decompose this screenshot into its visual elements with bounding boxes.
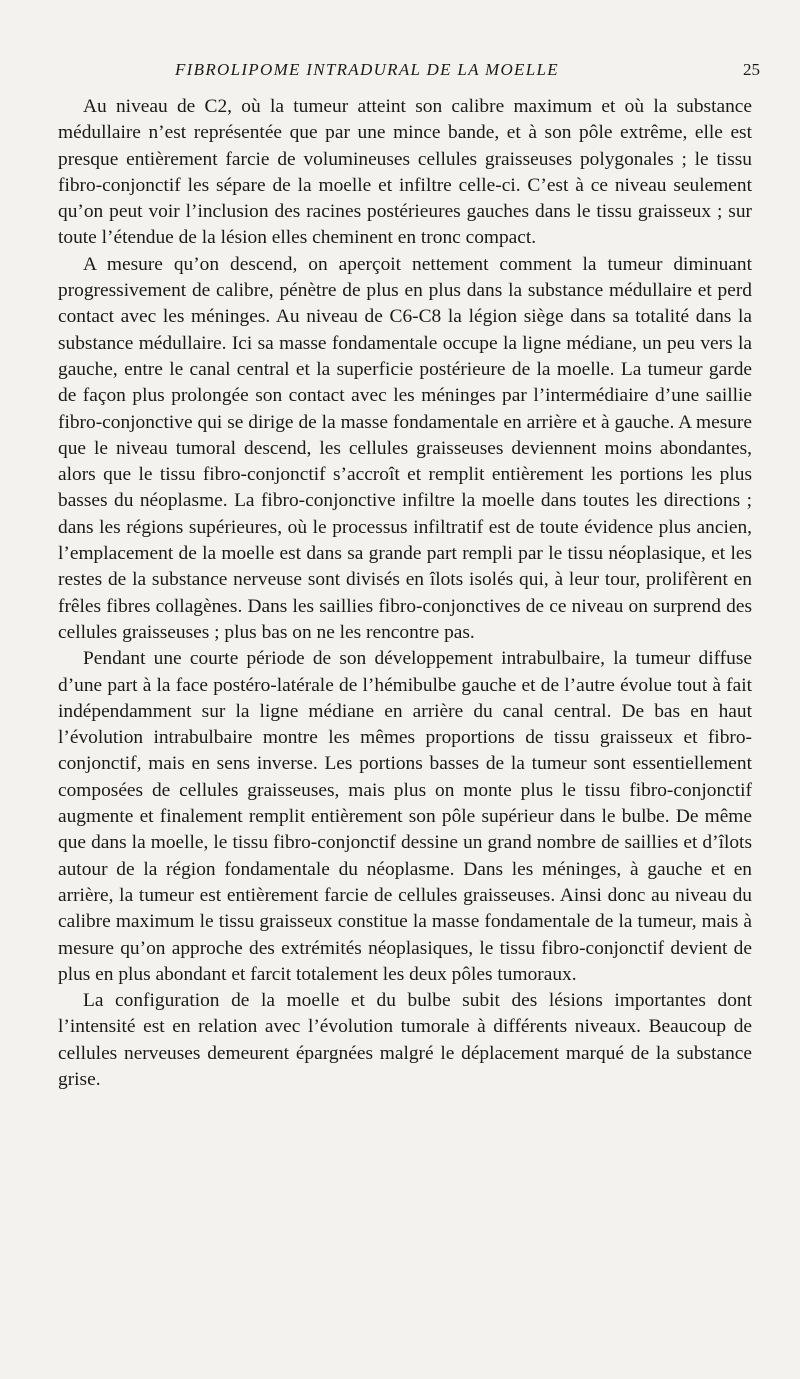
body-text [58, 94, 752, 1093]
running-title: FIBROLIPOME INTRADURAL DE LA MOELLE [175, 60, 559, 79]
paragraph: Au niveau de C2, où la tumeur atteint son calibre maximum et où la substance médullaire n’est représentée que par une mince bande, et à son pôle extrême, elle est presque entièrement farcie de volumineuses cellules graisseuses polygonales ; le tissu fibro-conjonctif les sépare de la moelle et infiltre celle-ci. C’est à ce niveau seulement qu’on peut voir l’inclusion des racines postérieures gauches dans le tissu graisseux ; sur toute l’étendue de la lésion elles cheminent en tronc compact. [58, 96, 752, 249]
running-header [60, 60, 760, 90]
paragraph: La configuration de la moelle et du bulbe subit des lésions importantes dont l’intensité est en relation avec l’évolution tumorale à différents niveaux. Beaucoup de cellules nerveuses demeurent épargnées malgré le déplacement marqué de la substance grise. [58, 990, 752, 1090]
paragraph: A mesure qu’on descend, on aperçoit nettement comment la tumeur diminuant progressivement de calibre, pénètre de plus en plus dans la substance médullaire et perd contact avec les méninges. Au niveau de C6-C8 la légion siège dans sa totalité dans la substance médullaire. Ici sa masse fondamentale occupe la ligne médiane, un peu vers la gauche, entre le canal central et la superficie postérieure de la moelle. La tumeur garde de façon plus prolongée son contact avec les méninges par l’intermédiaire d’une saillie fibro-conjonctive qui se dirige de la masse fondamentale en arrière et à gauche. A mesure que le niveau tumoral descend, les cellules graisseuses deviennent moins abondantes, alors que le tissu fibro-conjonctif s’accroît et remplit entièrement les portions les plus basses du néoplasme. La fibro-conjonctive infiltre la moelle dans toutes les directions ; dans les régions supérieures, où le processus infiltratif est de toute évidence plus ancien, l’emplacement de la moelle est dans sa grande part rempli par le tissu néoplasique, et les restes de la substance nerveuse sont divisés en îlots isolés qui, à leur tour, prolifèrent en frêles fibres collagènes. Dans les saillies fibro-conjonctives de ce niveau on surprend des cellules graisseuses ; plus bas on ne les rencontre pas. [58, 253, 752, 643]
paragraph: Pendant une courte période de son développement intrabulbaire, la tumeur diffuse d’une part à la face postéro-latérale de l’hémibulbe gauche et de l’autre évolue tout à fait indépendamment sur la ligne médiane en arrière du canal central. De bas en haut l’évolution intrabulbaire montre les mêmes proportions de tissu graisseux et fibro-conjonctif, mais en sens inverse. Les portions basses de la tumeur sont essentiellement composées de cellules graisseuses, mais plus on monte plus le tissu fibro-conjonctif augmente et finalement remplit entièrement son pôle supérieur dans le bulbe. De même que dans la moelle, le tissu fibro-conjonctif dessine un grand nombre de saillies et d’îlots autour de la région fondamentale du néoplasme. Dans les méninges, à gauche et en arrière, la tumeur est entièrement farcie de cellules graisseuses. Ainsi donc au niveau du calibre maximum le tissu graisseux constitue la masse fondamentale de la tumeur, mais à mesure qu’on approche des extrémités néoplasiques, le tissu fibro-conjonctif devient de plus en plus abondant et farcit totalement les deux pôles tumoraux. [58, 648, 752, 985]
page-number: 25 [743, 60, 760, 79]
